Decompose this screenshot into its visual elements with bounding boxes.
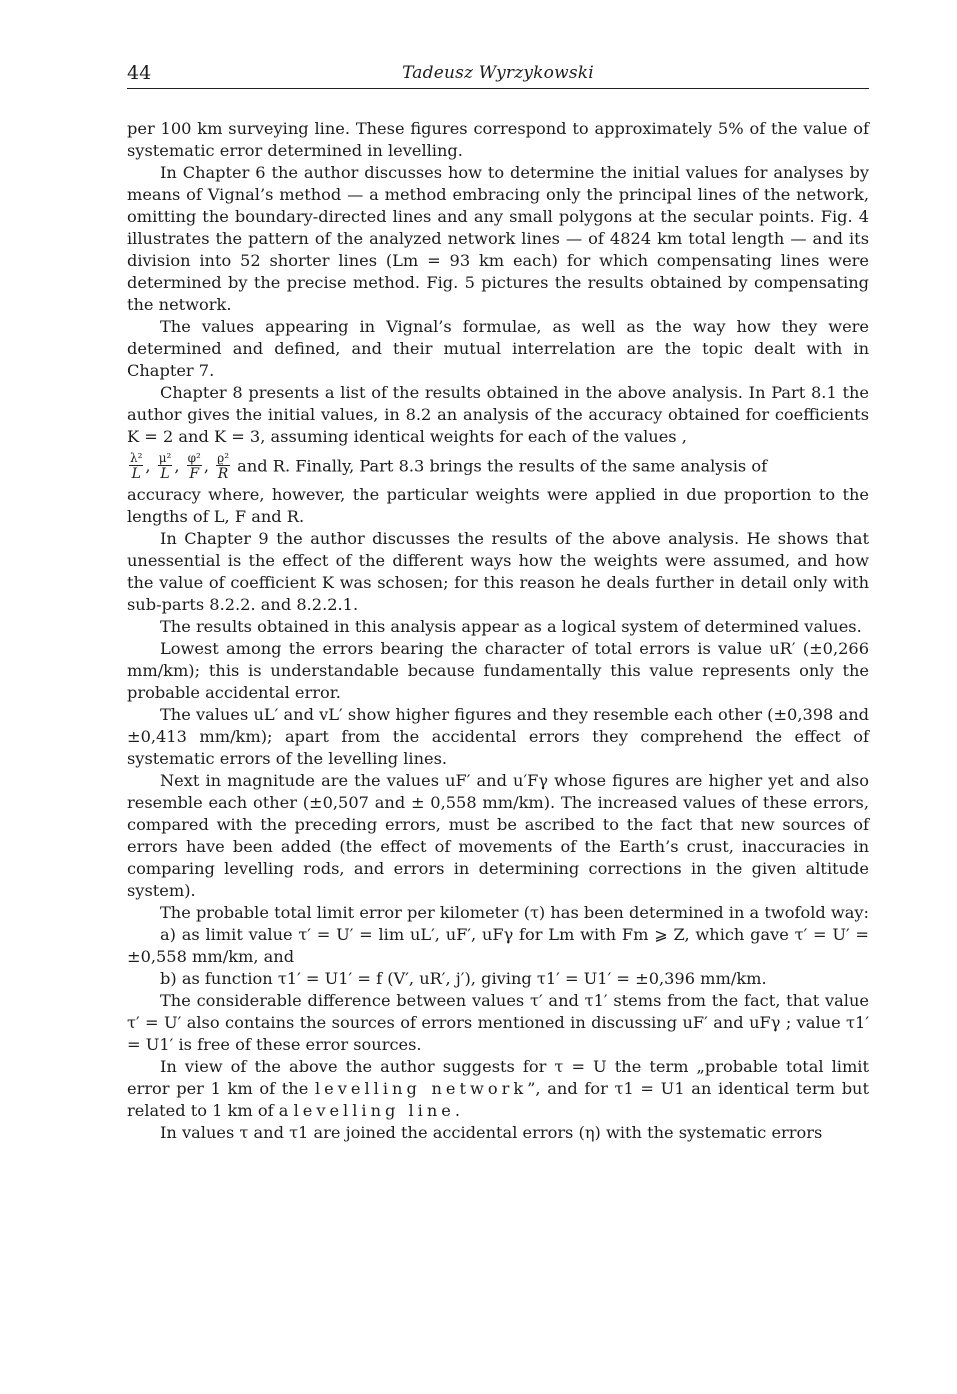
- paragraph-9: Next in magnitude are the values uF′ and u′Fγ whose figures are higher yet and also resemble each other (±0,507 and ± 0,558 mm/km). The increased values of these errors, compared with the preceding errors, must be ascribed to the fact that new sources of errors have been added (the effect of movements of the Earth’s crust, inaccuracies in comparing levelling rods, and errors in determining corrections in the given altitude system).: [127, 771, 869, 900]
- fraction-phi: $\frac{\text{φ²}}{F}$: [187, 451, 201, 482]
- paragraph-15: In values τ and τ1 are joined the accidental errors (η) with the systematic errors: [160, 1123, 823, 1142]
- paragraph-4: Chapter 8 presents a list of the results obtained in the above analysis. In Part 8.1 the author gives the initial values, in 8.2 an analysis of the accuracy obtained for coefficients K = 2 and K = 3, assuming identical weights for each of the values ,: [127, 383, 869, 446]
- paragraph-5: In Chapter 9 the author discusses the results of the above analysis. He shows that unessential is the effect of the different ways how the weights were assumed, and how the value of coefficient K was schosen; for this reason he deals further in detail only with sub-parts 8.2.2. and 8.2.2.1.: [127, 529, 869, 614]
- paragraph-10: The probable total limit error per kilometer (τ) has been determined in a twofold way:: [160, 903, 869, 922]
- fraction-line-tail: and R. Finally, Part 8.3 brings the results of the same analysis of: [237, 456, 768, 476]
- spaced-term-network: levelling network: [315, 1079, 528, 1098]
- paragraph-3: The values appearing in Vignal’s formulae, as well as the way how they were determined and defined, and their mutual interrelation are the topic dealt with in Chapter 7.: [127, 317, 869, 380]
- paragraph-12: b) as function τ1′ = U1′ = f (V′, uR′, j′), giving τ1′ = U1′ = ±0,396 mm/km.: [160, 969, 767, 988]
- paragraph-2: In Chapter 6 the author discusses how to determine the initial values for analyses by means of Vignal’s method — a method embracing only the principal lines of the network, omitting the boundary-directed lines and any small polygons at the secular points. Fig. 4 illustrates the pattern of the analyzed network lines — of 4824 km total length — and its division into 52 shorter lines (Lm = 93 km each) for which compensating lines were determined by the precise method. Fig. 5 pictures the results obtained by compensating the network.: [127, 163, 869, 314]
- paragraph-4-continued: accuracy where, however, the particular weights were applied in due proportion to the lengths of L, F and R.: [127, 485, 869, 526]
- page-body: [127, 118, 869, 1144]
- spaced-term-line: levelling line: [293, 1101, 455, 1120]
- paragraph-8: The values uL′ and vL′ show higher figures and they resemble each other (±0,398 and ±0,413 mm/km); apart from the accidental errors they comprehend the effect of systematic errors of the levelling lines.: [127, 705, 869, 768]
- paragraph-11: a) as limit value τ′ = U′ = lim uL′, uF′, uFγ for Lm with Fm ⩾ Z, which gave τ′ = U′ = ±0,558 mm/km, and: [127, 925, 869, 966]
- paragraph-13: The considerable difference between values τ′ and τ1′ stems from the fact, that value τ′ = U′ also contains the sources of errors mentioned in discussing uF′ and uFγ ; value τ1′ = U1′ is free of these error sources.: [127, 991, 869, 1054]
- paragraph-7: Lowest among the errors bearing the character of total errors is value uR′ (±0,266 mm/km); this is understandable because fundamentally this value represents only the probable accidental error.: [127, 639, 869, 702]
- paragraph-1: per 100 km surveying line. These figures correspond to approximately 5% of the value of systematic error determined in levelling.: [127, 119, 869, 160]
- page-number: 44: [127, 62, 152, 84]
- page-header: [127, 62, 869, 89]
- running-title: Tadeusz Wyrzykowski: [402, 63, 594, 83]
- fraction-mu: $\frac{\text{μ²}}{L}$: [158, 451, 172, 482]
- fraction-line: $\frac{\text{λ²}}{L}$ , $\frac{\text{μ²}}{L}$ , $\frac{\text{φ²}}{F}$ , $\frac{\text{ϱ²}}{R}$ and R. Finally, Part 8.3 brings the results of the same analysis of: [130, 451, 768, 482]
- fraction-rho: $\frac{\text{ϱ²}}{R}$: [217, 451, 230, 482]
- paragraph-14: In view of the above the author suggests for τ = U the term „probable total limit error per 1 km of the levelling network”, and for τ1 = U1 an identical term but related to 1 km of a levelling line.: [127, 1057, 869, 1120]
- fraction-lambda: $\frac{\text{λ²}}{L}$: [130, 451, 143, 482]
- paragraph-6: The results obtained in this analysis appear as a logical system of determined values.: [160, 617, 862, 636]
